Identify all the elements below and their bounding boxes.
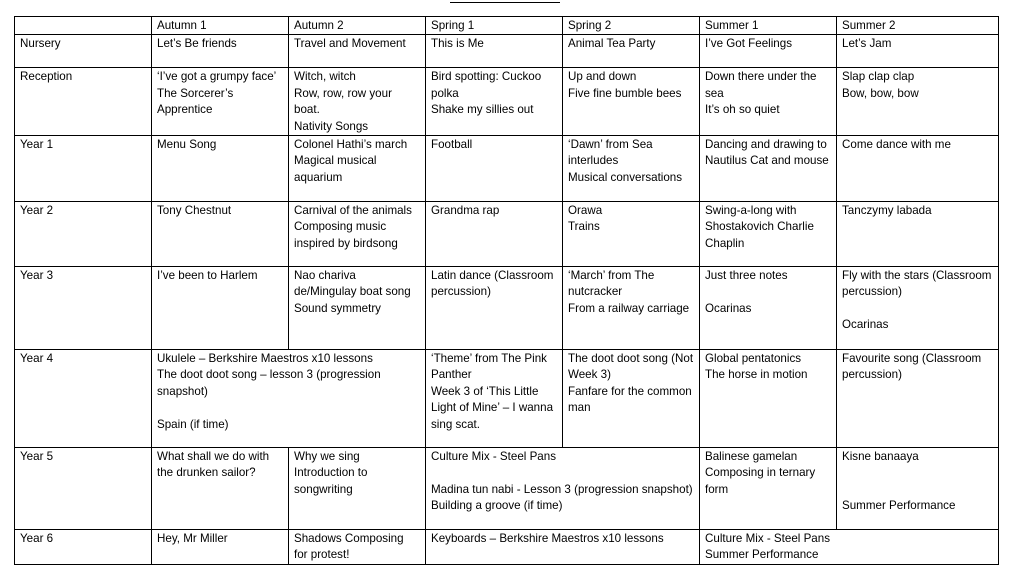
cell-text-line: It’s oh so quiet [705,103,780,117]
cell-spring-2 [563,350,700,448]
cell-text-line: Bird spotting: Cuckoo polka [431,70,542,100]
row-reception [15,68,999,136]
cell-text-line: Let’s Be friends [157,37,237,51]
cell-text-line: Colonel Hathi’s march [294,138,408,152]
cell-autumn-2 [289,267,426,350]
cell-text-line: The horse in motion [705,368,808,382]
cell-text-line: Composing music inspired by birdsong [294,220,398,250]
cell-text-line: Balinese gamelan [705,450,798,464]
blank-line [431,465,694,481]
cell-autumn-1 [152,35,289,68]
cell-spring-1 [426,35,563,68]
cell-summer-1 [700,202,837,267]
cell-autumn-2 [289,448,426,530]
cell-text-line: Magical musical aquarium [294,154,377,184]
cell-text-line: Trains [568,220,600,234]
cell-text-line: I’ve Got Feelings [705,37,792,51]
cell-text-line: Ocarinas [842,318,889,332]
cell-autumn-1 [152,448,289,530]
row-year-4 [15,350,999,448]
cell-autumn-2 [289,136,426,202]
header-summer-1: Summer 1 [700,17,837,35]
cell-spring-1 [426,136,563,202]
cell-summer-2 [837,350,999,448]
cell-text-line: Five fine bumble bees [568,86,682,100]
cell-text-line: Nativity Songs [294,119,369,133]
cell-text-line: Down there under the sea [705,70,817,100]
cell-spring-1 [426,202,563,267]
header-spring-1: Spring 1 [426,17,563,35]
cell-text-line: Kisne banaaya [842,450,919,464]
cell-text-line: Carnival of the animals [294,204,412,218]
cell-text-line: Tony Chestnut [157,204,232,218]
header-summer-2: Summer 2 [837,17,999,35]
row-label: Nursery [15,35,152,68]
row-nursery [15,35,999,68]
title-underline-fragment [450,0,560,3]
cell-text-line: Keyboards – Berkshire Maestros x10 lessons [431,532,664,546]
cell-text-line: ‘I’ve got a grumpy face’ [157,70,277,84]
cell-text-line: From a railway carriage [568,301,690,315]
header-autumn-2: Autumn 2 [289,17,426,35]
cell-summer-1 [700,350,837,448]
cell-text-line: Spain (if time) [157,417,229,431]
cell-text-line: Favourite song (Classroom percussion) [842,352,982,382]
cell-summer-2 [837,267,999,350]
cell-text-line: Sound symmetry [294,301,381,315]
row-label: Reception [15,68,152,136]
cell-autumn-2 [289,202,426,267]
cell-text-line: Football [431,138,473,152]
cell-spring-2 [563,136,700,202]
row-label: Year 2 [15,202,152,267]
header-row [15,17,999,35]
cell-text-line: ‘Theme’ from The Pink Panther [431,352,547,382]
cell-summer-1 [700,68,837,136]
cell-text-line: Shadows Composing for protest! [294,532,404,562]
cell-text-line: Madina tun nabi - Lesson 3 (progression snapshot) [431,482,693,496]
cell-text-line: Building a groove (if time) [431,499,563,513]
cell-text-line: The doot doot song – lesson 3 (progression snapshot) [157,368,381,398]
cell-spring-2 [563,202,700,267]
cell-text-line: This is Me [431,37,484,51]
cell-text-line: Grandma rap [431,204,500,218]
cell-text-line: Slap clap clap [842,70,915,84]
cell-text-line: Menu Song [157,138,217,152]
cell-text-line: Hey, Mr Miller [157,532,228,546]
row-label: Year 5 [15,448,152,530]
cell-text-line: Animal Tea Party [568,37,656,51]
cell-text-line: Come dance with me [842,138,951,152]
blank-line [842,465,993,481]
row-label: Year 1 [15,136,152,202]
cell-summer-2 [837,136,999,202]
cell-autumn-merged [152,350,426,448]
cell-spring-1 [426,68,563,136]
cell-text-line: Composing in ternary form [705,466,816,496]
cell-text-line: Latin dance (Classroom percussion) [431,269,554,299]
cell-text-line: Bow, bow, bow [842,86,919,100]
blank-line [705,284,831,300]
cell-text-line: The Sorcerer’s Apprentice [157,86,234,117]
header-spring-2: Spring 2 [563,17,700,35]
music-curriculum-table [14,16,999,565]
cell-spring-2 [563,35,700,68]
row-year-5 [15,448,999,530]
cell-spring-merged [426,448,700,530]
row-year-3 [15,267,999,350]
row-label: Year 3 [15,267,152,350]
cell-summer-merged [700,530,999,565]
cell-text-line: Culture Mix - Steel Pans [431,450,557,464]
cell-text-line: Let’s Jam [842,37,892,51]
blank-line [842,301,993,317]
cell-text-line: Tanczymy labada [842,204,932,218]
cell-spring-merged [426,530,700,565]
cell-text-line: Week 3 of ‘This Little Light of Mine’ – I wanna sing scat. [431,384,554,431]
row-year-2 [15,202,999,267]
cell-autumn-1 [152,136,289,202]
cell-text-line: Why we sing [294,450,360,464]
cell-text-line: Nao chariva de/Mingulay boat song [294,269,411,299]
row-year-1 [15,136,999,202]
cell-autumn-1 [152,202,289,267]
cell-text-line: Shake my sillies out [431,103,534,117]
cell-text-line: Summer Performance [705,548,819,562]
cell-summer-1 [700,136,837,202]
cell-summer-2 [837,68,999,136]
row-label: Year 6 [15,530,152,565]
cell-summer-1 [700,267,837,350]
row-label: Year 4 [15,350,152,448]
cell-autumn-2 [289,35,426,68]
cell-text-line: Summer Performance [842,499,956,513]
blank-line [842,482,993,498]
cell-autumn-1 [152,530,289,565]
cell-text-line: Up and down [568,70,637,84]
header-cell-corner [15,17,152,35]
cell-summer-1 [700,35,837,68]
cell-autumn-1 [152,68,289,136]
cell-text-line: Just three notes [705,269,788,283]
cell-summer-2 [837,35,999,68]
header-autumn-1: Autumn 1 [152,17,289,35]
cell-autumn-1 [152,267,289,350]
cell-text-line: Witch, witch [294,70,356,84]
cell-text-line: Swing-a-long with Shostakovich Charlie Chaplin [705,204,814,250]
cell-text-line: Ukulele – Berkshire Maestros x10 lessons [157,352,373,366]
cell-autumn-2 [289,530,426,565]
cell-text-line: Fly with the stars (Classroom percussion) [842,269,992,299]
blank-line [157,400,420,416]
cell-summer-2 [837,202,999,267]
cell-autumn-2 [289,68,426,136]
cell-summer-1 [700,448,837,530]
cell-text-line: Row, row, row your boat. [294,86,392,117]
cell-spring-1 [426,350,563,448]
cell-text-line: Fanfare for the common man [568,384,692,415]
cell-text-line: Introduction to songwriting [294,466,368,496]
cell-text-line: ‘Dawn’ from Sea interludes [568,138,653,168]
cell-text-line: Musical conversations [568,170,683,184]
cell-spring-2 [563,267,700,350]
cell-spring-1 [426,267,563,350]
row-year-6 [15,530,999,565]
cell-text-line: I’ve been to Harlem [157,269,258,283]
cell-text-line: Global pentatonics [705,352,802,366]
cell-spring-2 [563,68,700,136]
cell-text-line: Ocarinas [705,301,752,315]
cell-text-line: Orawa [568,204,603,218]
cell-text-line: ‘March’ from The nutcracker [568,269,655,299]
cell-summer-2 [837,448,999,530]
cell-text-line: What shall we do with the drunken sailor? [157,450,270,480]
cell-text-line: Travel and Movement [294,37,406,51]
cell-text-line: The doot doot song (Not Week 3) [568,352,694,382]
cell-text-line: Dancing and drawing to Nautilus Cat and mouse [705,138,829,168]
cell-text-line: Culture Mix - Steel Pans [705,532,831,546]
